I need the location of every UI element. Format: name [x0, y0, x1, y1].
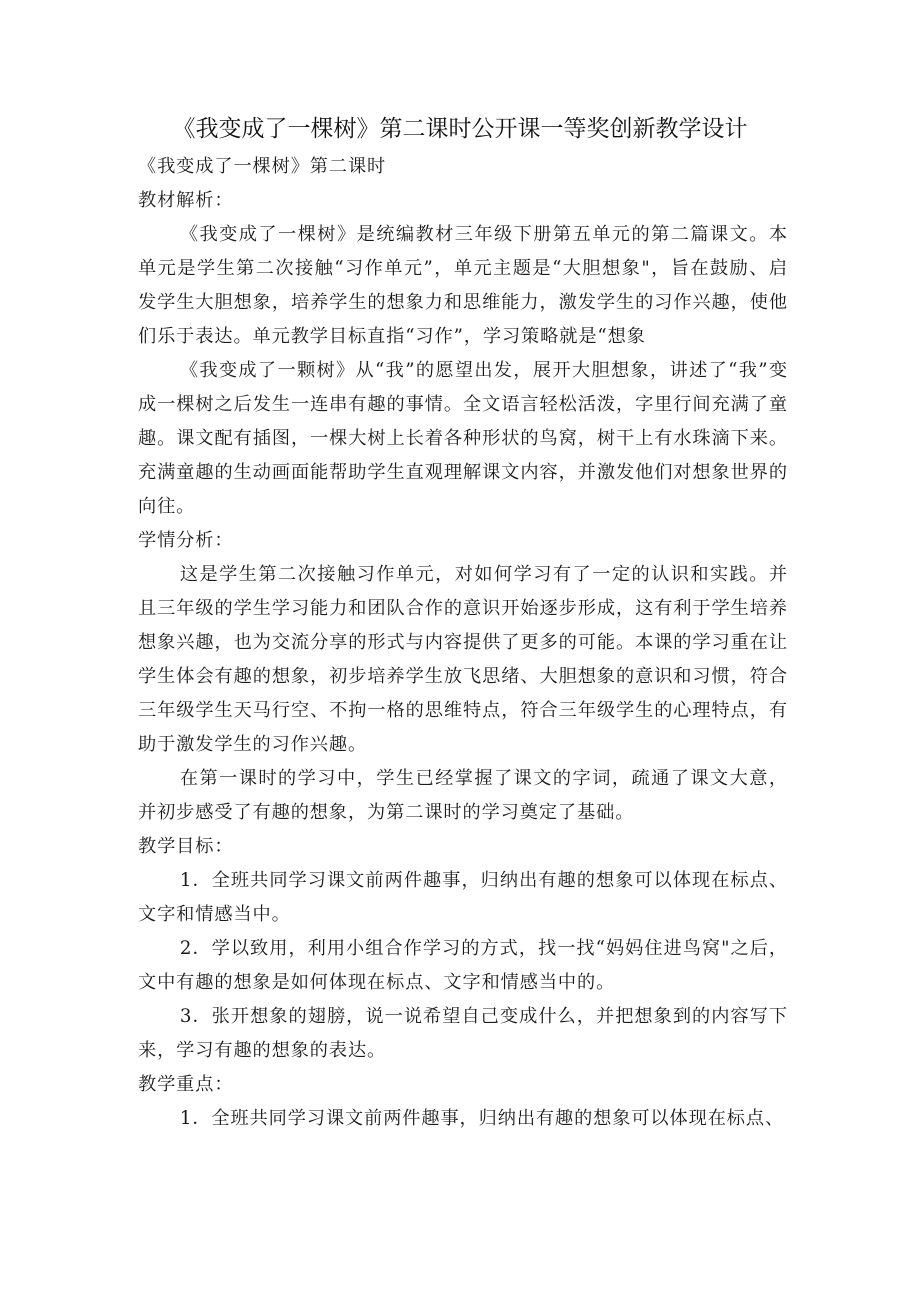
section-heading-teaching-focus: 教学重点： [138, 1074, 234, 1095]
paragraph-student-analysis: 这是学生第二次接触习作单元，对如何学习有了一定的认识和实践。并且三年级的学生学习能力和团队合作的意识开始逐步形成，这有利于学生培养想象兴趣，也为交流分享的形式与内容提供了更多的可能。本课的学习重在让学生体会有趣的想象，初步培养学生放飞思绪、大胆想象的意识和习惯，符合三年级学生天马行空、不拘一格的思维特点，符合三年级学生的心理特点，有助于激发学生的习作兴趣。 [138, 564, 788, 755]
goal-item-1: 1．全班共同学习课文前两件趣事，归纳出有趣的想象可以体现在标点、文字和情感当中。 [138, 870, 788, 925]
goal-item-3: 3．张开想象的翅膀，说一说希望自己变成什么，并把想象到的内容写下来，学习有趣的想象的表达。 [138, 1006, 788, 1061]
goal-item-2: 2．学以致用，利用小组合作学习的方式，找一找“妈妈住进鸟窝"之后，文中有趣的想象是如何体现在标点、文字和情感当中的。 [138, 938, 788, 993]
paragraph-text-summary: 《我变成了一颗树》从“我”的愿望出发，展开大胆想象，讲述了“我”变成一棵树之后发生一连串有趣的事情。全文语言轻松活泼，字里行间充满了童趣。课文配有插图，一棵大树上长着各种形状的鸟窝，树干上有水珠滴下来。充满童趣的生动画面能帮助学生直观理解课文内容，并激发他们对想象世界的向往。 [138, 360, 788, 517]
document-title: 《我变成了一棵树》第二课时公开课一等奖创新教学设计 [172, 116, 748, 142]
paragraph-unit-overview: 《我变成了一棵树》是统编教材三年级下册第五单元的第二篇课文。本单元是学生第二次接触“习作单元”，单元主题是“大胆想象"，旨在鼓励、启发学生大胆想象，培养学生的想象力和思维能力，激发学生的习作兴趣，使他们乐于表达。单元教学目标直指“习作”，学习策略就是“想象 [138, 224, 788, 347]
focus-item-1: 1．全班共同学习课文前两件趣事，归纳出有趣的想象可以体现在标点、 [179, 1108, 785, 1129]
section-heading-textbook-analysis: 教材解析： [138, 190, 234, 211]
section-heading-teaching-goals: 教学目标： [138, 836, 234, 857]
section-heading-student-analysis: 学情分析： [138, 530, 234, 551]
document-body [138, 150, 788, 1136]
lesson-subtitle: 《我变成了一棵树》第二课时 [138, 156, 387, 177]
paragraph-first-lesson: 在第一课时的学习中，学生已经掌握了课文的字词，疏通了课文大意，并初步感受了有趣的想象，为第二课时的学习奠定了基础。 [138, 768, 788, 823]
